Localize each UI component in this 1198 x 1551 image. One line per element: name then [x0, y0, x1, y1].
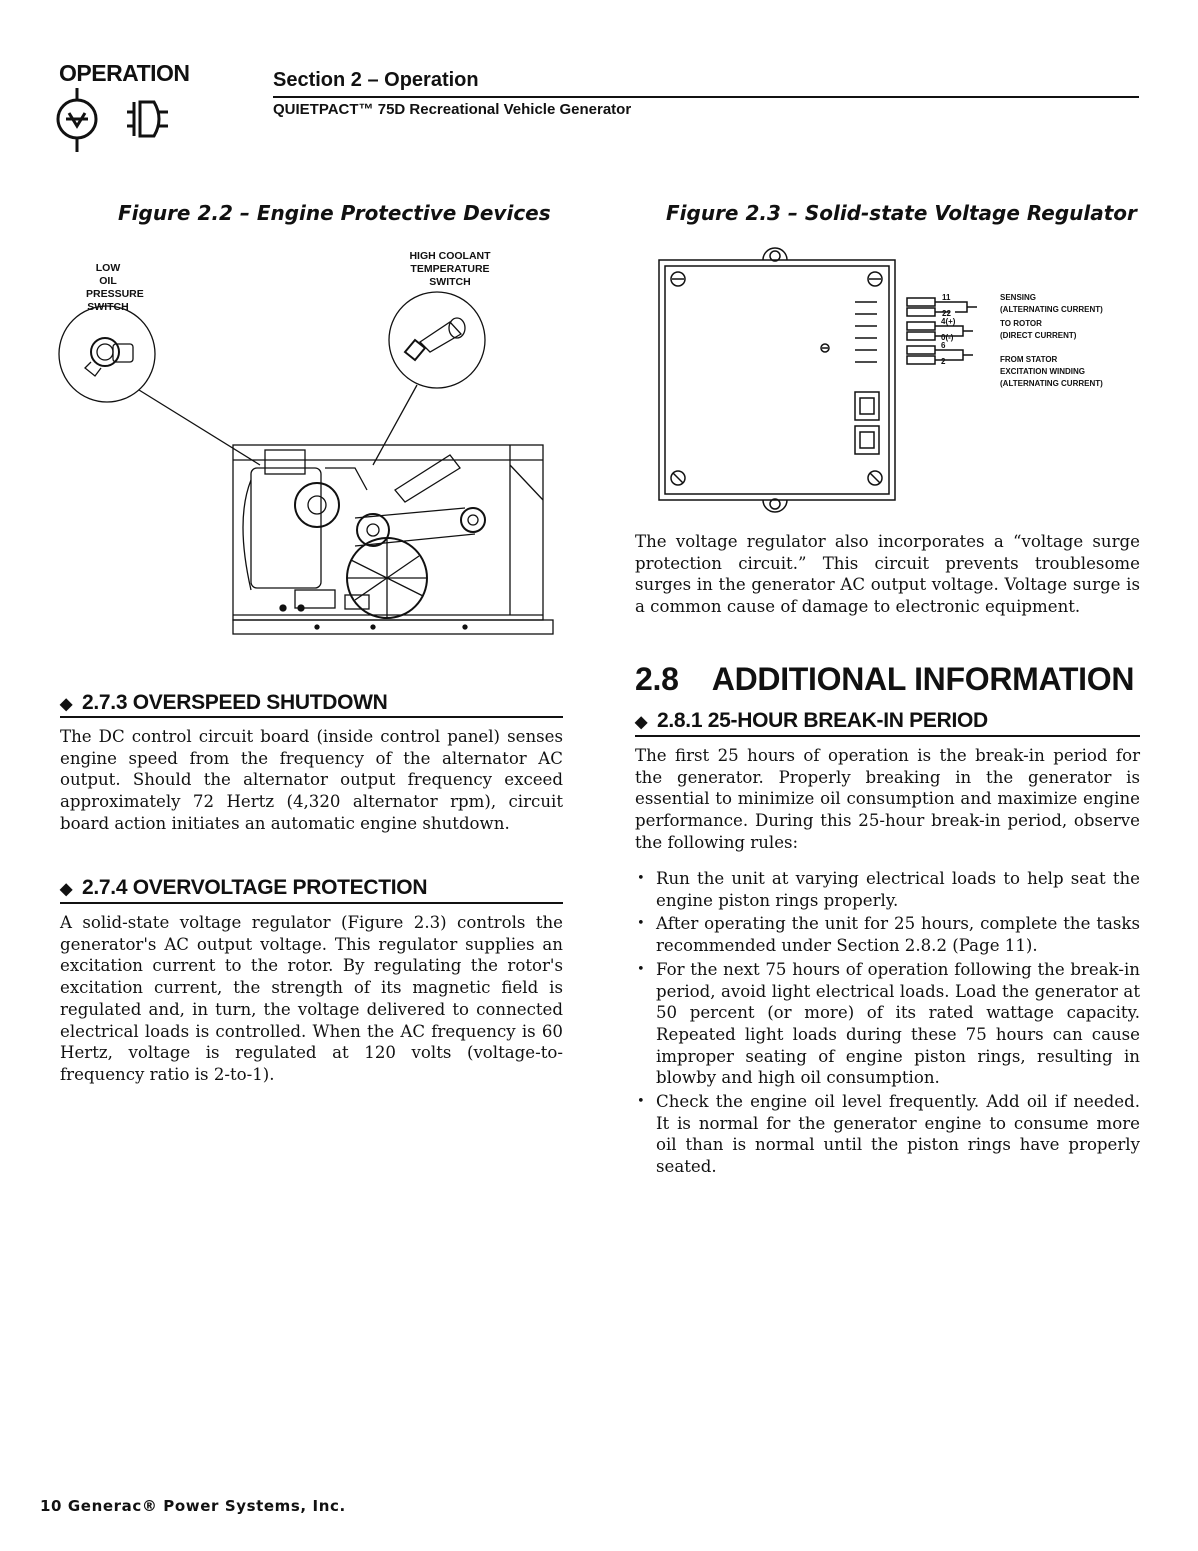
page-footer: 10 Generac® Power Systems, Inc.	[40, 1497, 346, 1515]
regulator-paragraph: The voltage regulator also incorporates a “voltage surge protection circuit.” This circuit prevents troublesome surges in the generator AC output voltage. Voltage surge is a common cause of damage to electronic equipment.	[635, 532, 1140, 617]
break-in-rules-list	[635, 868, 1140, 1180]
svg-text:EXCITATION WINDING: EXCITATION WINDING	[1000, 367, 1086, 376]
svg-text:SENSING: SENSING	[1000, 293, 1037, 302]
svg-text:(ALTERNATING CURRENT): (ALTERNATING CURRENT)	[1000, 305, 1103, 314]
header-rule	[273, 96, 1139, 98]
svg-text:TO ROTOR: TO ROTOR	[1000, 319, 1042, 328]
svg-text:(DIRECT CURRENT): (DIRECT CURRENT)	[1000, 331, 1077, 340]
overspeed-paragraph: The DC control circuit board (inside control panel) senses engine speed from the frequency of the alternator AC output. Should the alternator output frequency exceed approximately 72 Hertz (4,320 alternator rpm), circuit board action initiates an automatic engine shutdown.	[60, 727, 563, 833]
heading-rule	[635, 735, 1140, 737]
section-title: Section 2 – Operation	[273, 69, 479, 91]
svg-text:6: 6	[941, 341, 946, 350]
heading-2-8-1: ◆ 2.8.1 25-HOUR BREAK-IN PERIOD	[635, 709, 988, 732]
oil-switch-callout	[59, 306, 155, 402]
svg-text:FROM STATOR: FROM STATOR	[1000, 355, 1058, 364]
svg-text:22: 22	[942, 309, 951, 318]
low-oil-label: LOW OIL PRESSURE SWITCH	[86, 262, 144, 313]
svg-text:0(-): 0(-)	[941, 333, 954, 342]
figure-2-3-caption: Figure 2.3 – Solid-state Voltage Regulator	[666, 201, 1137, 225]
break-in-intro: The first 25 hours of operation is the break-in period for the generator. Properly breaking in the generator is essential to minimize oil consumption and maximize engine performance. During this 25-hour break-in period, observe the following rules:	[635, 746, 1140, 852]
svg-text:11: 11	[942, 293, 951, 302]
heading-2-8: 2.8 ADDITIONAL INFORMATION	[635, 661, 1135, 697]
engine-protective-devices-figure	[55, 290, 565, 640]
product-name: QUIETPACT™ 75D Recreational Vehicle Generator	[273, 101, 632, 118]
svg-text:2: 2	[941, 357, 946, 366]
list-item: • For the next 75 hours of operation following the break-in period, avoid light electrical loads. Load the generator at 50 percent (or more) of its rated wattage capacity. Repeated light loads during these 75 hours can cause improper seating of engine piston rings, resulting in blowby and high oil consumption.	[635, 959, 1140, 1089]
heading-2-7-4: ◆ 2.7.4 OVERVOLTAGE PROTECTION	[60, 876, 428, 899]
list-item: • Check the engine oil level frequently. Add oil if needed. It is normal for the generator engine to consume more oil than is normal until the piston rings have properly seated.	[635, 1091, 1140, 1178]
list-item: • After operating the unit for 25 hours, complete the tasks recommended under Section 2.8.2 (Page 11).	[635, 913, 1140, 956]
svg-text:(ALTERNATING CURRENT): (ALTERNATING CURRENT)	[1000, 379, 1103, 388]
voltage-regulator-figure	[655, 240, 1145, 515]
heading-rule	[60, 716, 563, 718]
svg-text:4(+): 4(+)	[941, 317, 956, 326]
list-item: • Run the unit at varying electrical loads to help seat the engine piston rings properly.	[635, 868, 1140, 911]
section-label: OPERATION	[59, 60, 190, 86]
operation-symbol-icon	[56, 86, 186, 158]
overvoltage-paragraph: A solid-state voltage regulator (Figure 2.3) controls the generator's AC output voltage. This regulator supplies an excitation current to the rotor. By regulating the rotor's excitation current, the strength of its magnetic field is regulated and, in turn, the voltage delivered to connected electrical loads is controlled. When the AC frequency is 60 Hertz, voltage is regulated at 120 volts (voltage-to-frequency ratio is 2-to-1).	[60, 913, 563, 1084]
coolant-switch-callout	[389, 292, 485, 388]
figure-2-2-caption: Figure 2.2 – Engine Protective Devices	[118, 201, 551, 225]
high-coolant-label: HIGH COOLANT TEMPERATURE SWITCH	[409, 250, 491, 288]
heading-2-7-3: ◆ 2.7.3 OVERSPEED SHUTDOWN	[60, 691, 388, 714]
heading-rule	[60, 902, 563, 904]
